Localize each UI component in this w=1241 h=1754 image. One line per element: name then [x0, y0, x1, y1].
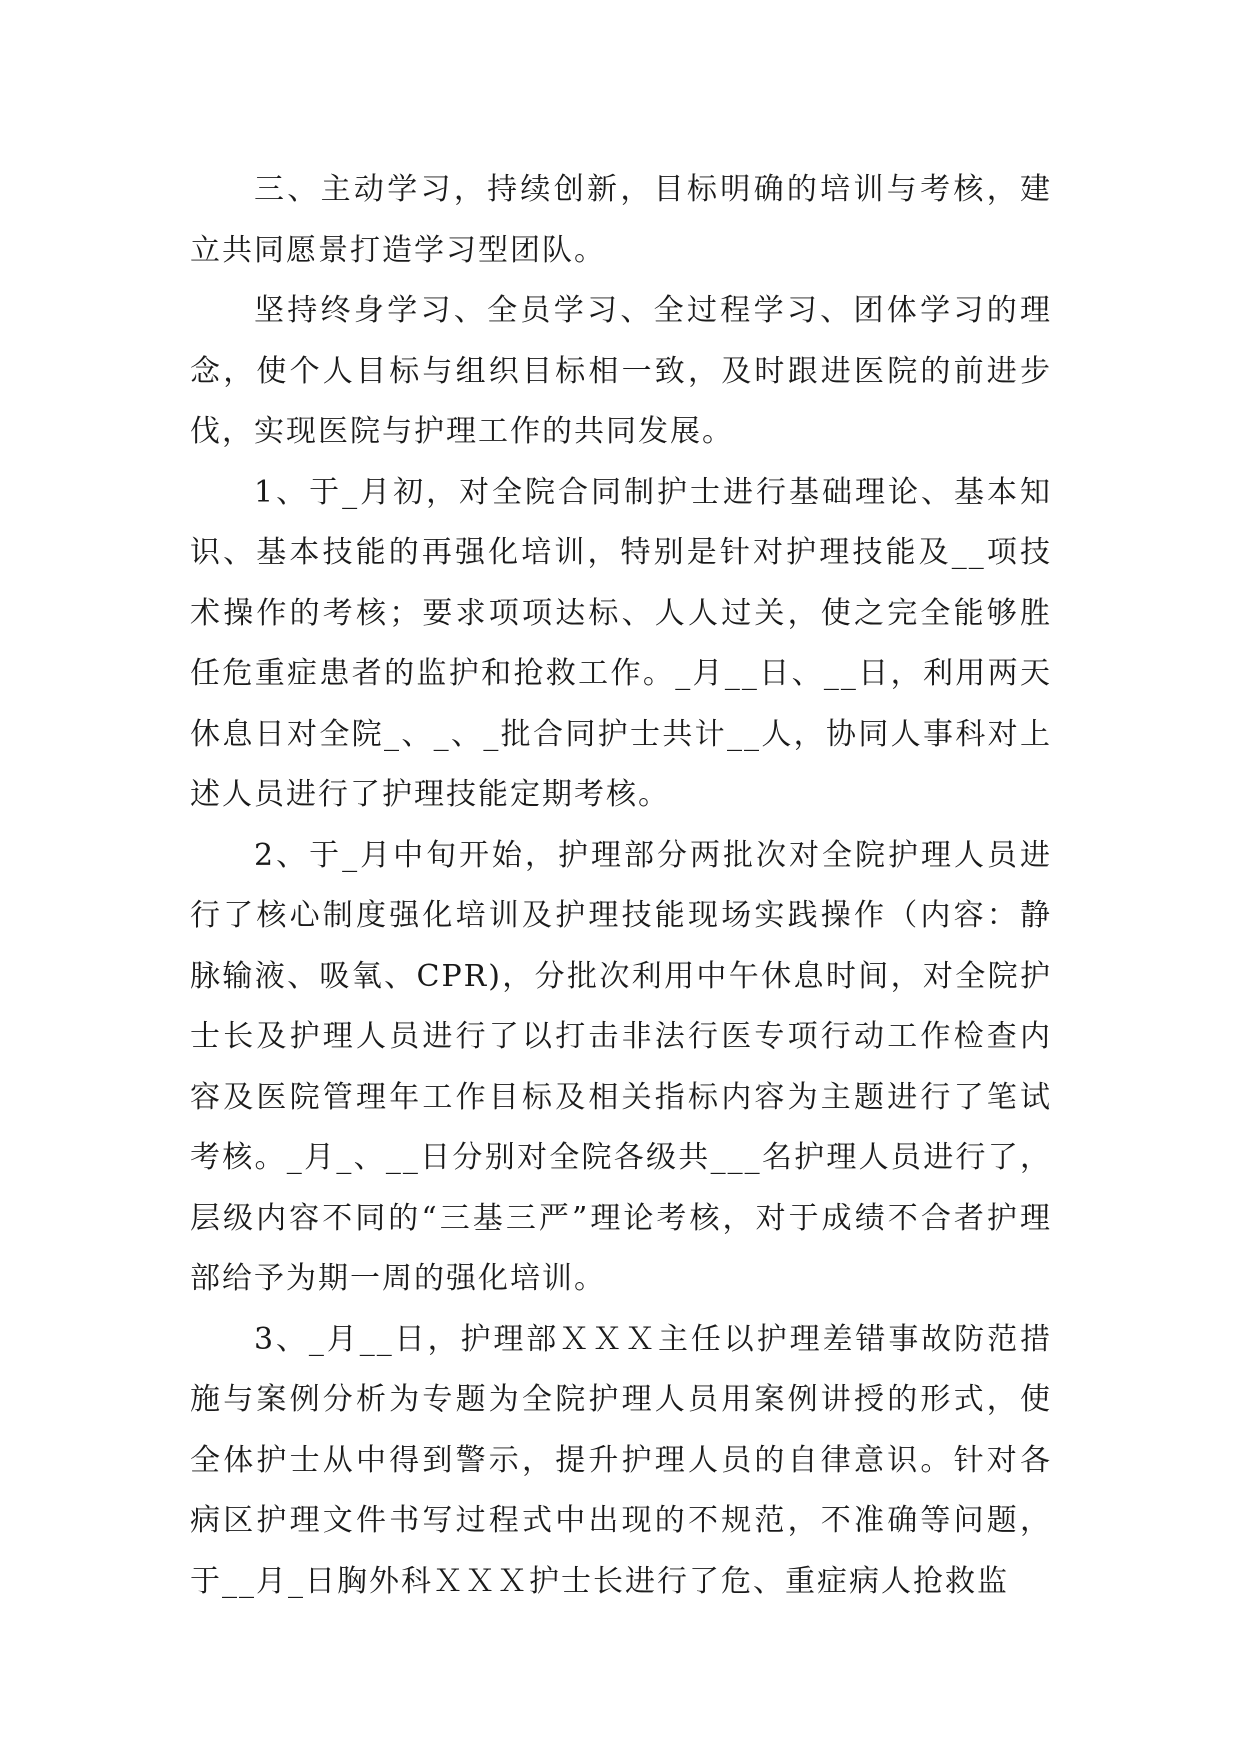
paragraph-item-1: 1、于_月初，对全院合同制护士进行基础理论、基本知识、基本技能的再强化培训，特别是针对护理技能及__项技术操作的考核；要求项项达标、人人过关，使之完全能够胜任危重症患者的监护和抢救工作。_月__日、__日，利用两天休息日对全院_、_、_批合同护士共计__人，协同人事科对上述人员进行了护理技能定期考核。: [190, 474, 1052, 812]
paragraph-item-3: 3、_月__日，护理部ＸＸＸ主任以护理差错事故防范措施与案例分析为专题为全院护理人员用案例讲授的形式，使全体护士从中得到警示，提升护理人员的自律意识。针对各病区护理文件书写过程式中出现的不规范，不准确等问题，于__月_日胸外科ＸＸＸ护士长进行了危、重症病人抢救监: [190, 1321, 1052, 1599]
paragraph-training-heading: 三、主动学习，持续创新，目标明确的培训与考核，建立共同愿景打造学习型团队。: [190, 172, 1052, 268]
document-page: [190, 160, 1052, 1612]
paragraph-item-2: 2、于_月中旬开始，护理部分两批次对全院护理人员进行了核心制度强化培训及护理技能现场实践操作（内容：静脉输液、吸氧、CPR)，分批次利用中午休息时间，对全院护士长及护理人员进行了以打击非法行医专项行动工作检查内容及医院管理年工作目标及相关指标内容为主题进行了笔试考核。_月_、__日分别对全院各级共___名护理人员进行了，层级内容不同的“三基三严”理论考核，对于成绩不合者护理部给予为期一周的强化培训。: [190, 837, 1052, 1296]
paragraph-lifelong-learning: 坚持终身学习、全员学习、全过程学习、团体学习的理念，使个人目标与组织目标相一致，及时跟进医院的前进步伐，实现医院与护理工作的共同发展。: [190, 293, 1052, 449]
